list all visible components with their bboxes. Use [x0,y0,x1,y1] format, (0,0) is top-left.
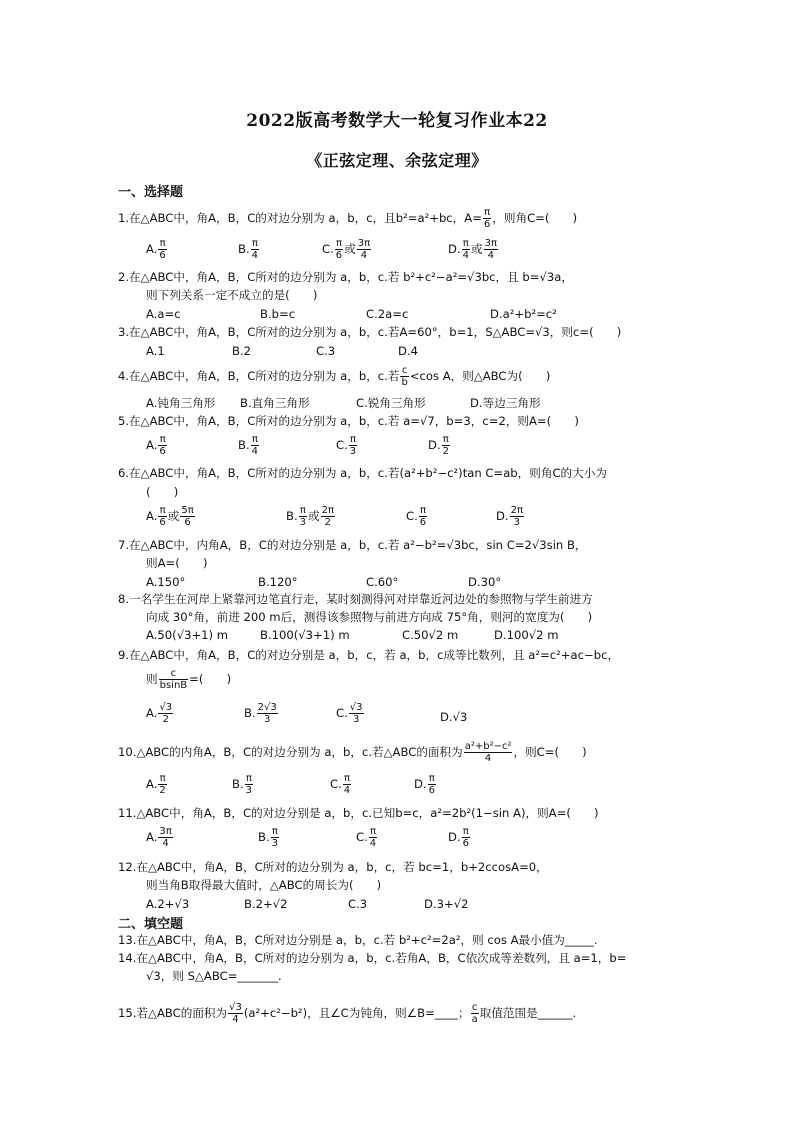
q8-option-a: A.50(√3+1) m [146,628,229,642]
document-title: 2022版高考数学大一轮复习作业本22 [246,111,548,131]
q2-option-c: C.2a=c [366,307,409,321]
q9-option-b: B. $\frac{2√3}{3}$ [244,702,277,725]
q12-option-c: C.3 [348,897,368,911]
q9-option-a: A. $\frac{√3}{2}$ [146,702,173,725]
q5-option-b: B. $\frac{\pi}{4}$ [238,434,259,457]
q8-option-b: B.100(√3+1) m [260,628,350,642]
q1-option-b: B. $\frac{\pi}{4}$ [238,238,259,261]
q3-option-d: D.4 [398,344,418,358]
question-6-line-2: ( ) [146,485,179,499]
q4-option-b: B.直角三角形 [240,396,310,410]
question-6-line-1: 6.在△ABC中，角A，B，C所对的边分别为 a，b，c.若(a²+b²−c²)tan C=ab，则角C的大小为 [118,466,607,480]
question-4: 4.在△ABC中，角A，B，C所对的边分别为 a，b，c.若 $\frac{c}{b}$ <cos A，则△ABC为( ) [118,365,551,388]
q10-option-c: C. $\frac{\pi}{4}$ [330,773,351,796]
document-subtitle: 《正弦定理、余弦定理》 [306,151,488,170]
section-choice-heading: 一、选择题 [118,185,184,200]
question-10: 10.△ABC的内角A，B，C的对边分别为 a，b，c.若△ABC的面积为 $\frac{\text{a²+b²−c²}}{4}$ ，则C=( ) [118,741,587,764]
q12-option-a: A.2+√3 [146,897,190,911]
q6-option-d: D. $\frac{2\pi}{3}$ [496,505,524,528]
q3-option-c: C.3 [316,344,336,358]
q11-option-c: C. $\frac{\pi}{4}$ [356,826,377,849]
q12-option-d: D.3+√2 [424,897,469,911]
question-9-line-2: 则 $\frac{c}{bsinB}$ =( ) [146,668,232,691]
q10-option-b: B. $\frac{\pi}{3}$ [232,773,253,796]
q6-option-c: C. $\frac{\pi}{6}$ [406,505,427,528]
q9-option-c: C. $\frac{√3}{3}$ [336,702,363,725]
q8-option-c: C.50√2 m [402,628,459,642]
q1-option-a: A. $\frac{\pi}{6}$ [146,238,166,261]
q5-option-c: C. $\frac{\pi}{3}$ [336,434,357,457]
question-8-line-1: 8.一名学生在河岸上紧靠河边笔直行走，某时刻测得河对岸靠近河边处的参照物与学生前进方 [118,592,593,606]
q10-option-a: A. $\frac{\pi}{2}$ [146,773,166,796]
q2-option-d: D.a²+b²=c² [490,307,557,321]
q7-option-c: C.60° [366,575,399,589]
question-14-line-2: √3，则 S△ABC=_______. [146,969,282,983]
question-12-line-2: 则当角B取得最大值时，△ABC的周长为( ) [146,878,382,892]
q1-option-c: C. $\frac{\pi}{6}$ 或 $\frac{3\pi}{4}$ [322,238,371,261]
q11-option-d: D. $\frac{\pi}{6}$ [448,826,469,849]
question-13: 13.在△ABC中，角A，B，C所对边分别是 a，b，c.若 b²+c²=2a²，则 cos A最小值为_____. [118,933,598,947]
question-8-line-2: 向成 30°角，前进 200 m后，测得该参照物与前进方向成 75°角，则河的宽度为( ) [146,610,593,624]
q5-option-d: D. $\frac{\pi}{2}$ [428,434,449,457]
q10-option-d: D. $\frac{\pi}{6}$ [414,773,435,796]
q8-option-d: D.100√2 m [494,628,559,642]
q7-option-a: A.150° [146,575,186,589]
question-1: 1.在△ABC中，角A，B，C的对边分别为 a，b，c，且b²=a²+bc，A= $\frac{\pi}{6}$ ，则角C=( ) [118,207,578,230]
q4-option-c: C.锐角三角形 [356,396,426,410]
question-2-line-1: 2.在△ABC中，角A，B，C所对的边分别为 a，b，c.若 b²+c²−a²=√3bc，且 b=√3a， [118,270,573,284]
question-9-line-1: 9.在△ABC中，角A，B，C的对边分别是 a，b，c，若 a，b，c成等比数列，且 a²=c²+ac−bc， [118,648,620,662]
question-5: 5.在△ABC中，角A，B，C所对的边分别为 a，b，c.若 a=√7，b=3，c=2，则A=( ) [118,414,579,428]
q2-option-b: B.b=c [260,307,296,321]
q4-option-d: D.等边三角形 [470,396,541,410]
q11-option-a: A. $\frac{3\pi}{4}$ [146,826,172,849]
q3-option-a: A.1 [146,344,165,358]
q7-option-d: D.30° [468,575,502,589]
q12-option-b: B.2+√2 [244,897,288,911]
question-7-line-2: 则A=( ) [146,556,208,570]
question-3: 3.在△ABC中，角A，B，C所对的边分别为 a，b，c.若A=60°，b=1，S△ABC=√3，则c=( ) [118,325,622,339]
q9-option-d: D.√3 [440,710,468,724]
question-14-line-1: 14.在△ABC中，角A，B，C所对的边分别为 a，b，c.若角A，B，C依次成等差数列，且 a=1，b= [118,951,627,965]
section-fill-heading: 二、填空题 [118,917,184,932]
q4-option-a: A.钝角三角形 [146,396,216,410]
question-7-line-1: 7.在△ABC中，内角A，B，C的对边分别是 a，b，c.若 a²−b²=√3bc，sin C=2√3sin B， [118,538,587,552]
q3-option-b: B.2 [232,344,252,358]
question-12-line-1: 12.在△ABC中，角A，B，C所对的边分别为 a，b，c，若 bc=1，b+2ccosA=0， [118,860,548,874]
q2-option-a: A.a=c [146,307,181,321]
question-15: 15.若△ABC的面积为 $\frac{√3}{4}$ (a²+c²−b²)，且∠C为钝角，则∠B=____； $\frac{c}{a}$ 取值范围是______. [118,1002,577,1025]
q1-option-d: D. $\frac{\pi}{4}$ 或 $\frac{3\pi}{4}$ [448,238,497,261]
question-2-line-2: 则下列关系一定不成立的是( ) [146,288,318,302]
q6-option-b: B. $\frac{\pi}{3}$ 或 $\frac{2\pi}{2}$ [286,505,335,528]
question-11: 11.△ABC中，角A，B，C的对边分别是 a，b，c.已知b=c，a²=2b²(1−sin A)，则A=( ) [118,806,599,820]
q5-option-a: A. $\frac{\pi}{6}$ [146,434,166,457]
q6-option-a: A. $\frac{\pi}{6}$ 或 $\frac{5\pi}{6}$ [146,505,194,528]
q11-option-b: B. $\frac{\pi}{3}$ [258,826,279,849]
q7-option-b: B.120° [258,575,298,589]
